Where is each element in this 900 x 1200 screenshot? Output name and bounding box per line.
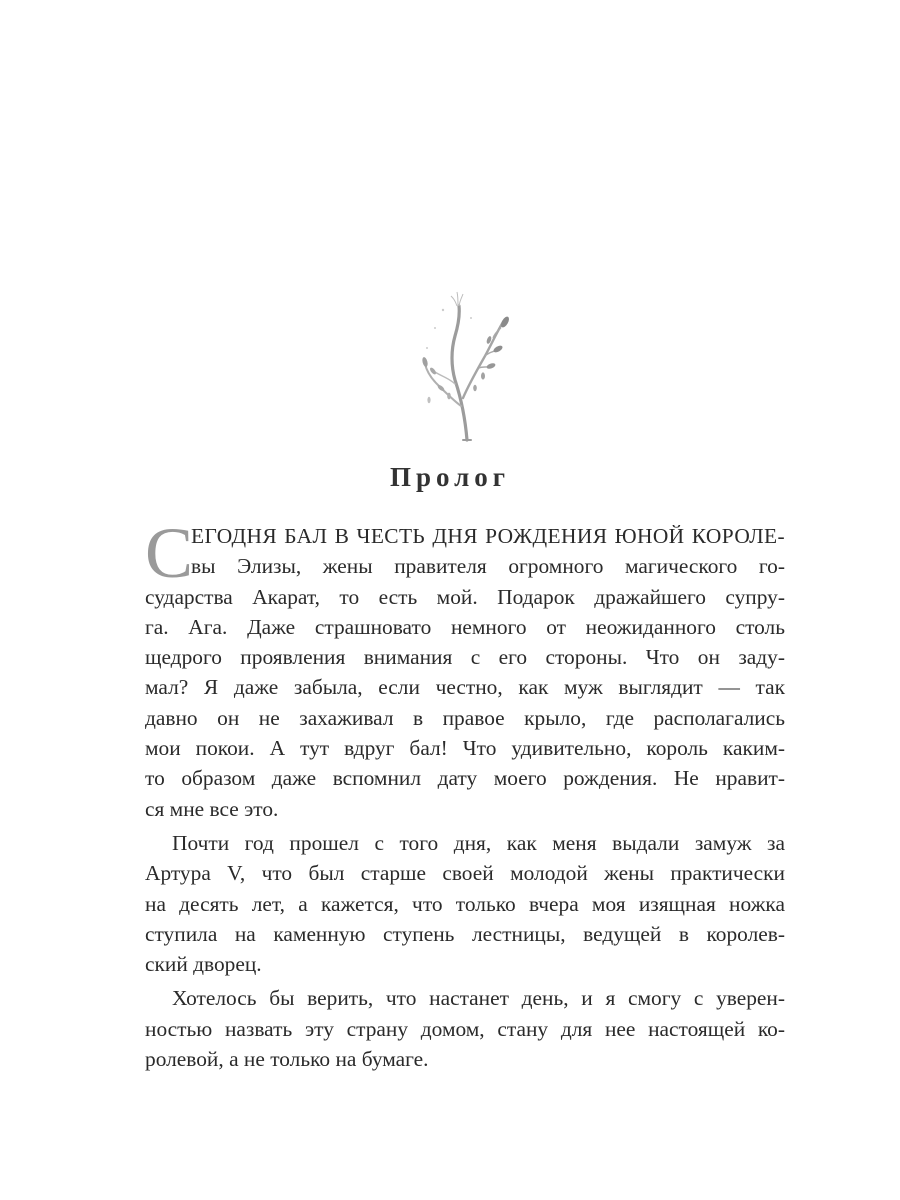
text-line: на десять лет, а кажется, что только вчера моя изящная ножка xyxy=(145,891,785,916)
text-line: ступила на каменную ступень лестницы, ведущей в королев- xyxy=(145,921,785,946)
text-line: то образом даже вспомнил дату моего рождения. Не нравит- xyxy=(145,766,785,791)
floral-ornament-icon xyxy=(405,288,525,448)
text-line: вы Элизы, жены правителя огромного магического го- xyxy=(191,554,785,579)
text-line: сударства Акарат, то есть мой. Подарок дражайшего супру- xyxy=(145,584,785,609)
text-line: ся мне все это. xyxy=(145,796,279,821)
text-line: Артура V, что был старше своей молодой жены практически xyxy=(145,861,785,886)
text-line: ностью назвать эту страну домом, стану для нее настоящей ко- xyxy=(145,1016,785,1041)
paragraph xyxy=(145,513,785,824)
text-line: щедрого проявления внимания с его стороны. Что он заду- xyxy=(145,645,785,670)
text-line: мои покои. А тут вдруг бал! Что удивительно, король каким- xyxy=(145,736,785,761)
text-line: ролевой, а не только на бумаге. xyxy=(145,1047,429,1072)
text-line: ЕГОДНЯ БАЛ В ЧЕСТЬ ДНЯ РОЖДЕНИЯ ЮНОЙ КОРОЛЕ- xyxy=(191,524,785,548)
paragraph xyxy=(145,828,785,979)
text-line: мал? Я даже забыла, если честно, как муж выглядит — так xyxy=(145,675,785,700)
drop-cap: С xyxy=(145,513,194,593)
text-line: давно он не захаживал в правое крыло, где располагались xyxy=(145,705,785,730)
text-line: га. Ага. Даже страшновато немного от неожиданного столь xyxy=(145,614,785,639)
text-line: ский дворец. xyxy=(145,952,262,977)
text-line: Почти год прошел с того дня, как меня выдали замуж за xyxy=(172,830,785,855)
chapter-title: Пролог xyxy=(389,462,511,492)
body-text xyxy=(145,513,785,1074)
text-line: Хотелось бы верить, что настанет день, и я смогу с уверен- xyxy=(172,986,785,1011)
paragraph xyxy=(145,983,785,1074)
